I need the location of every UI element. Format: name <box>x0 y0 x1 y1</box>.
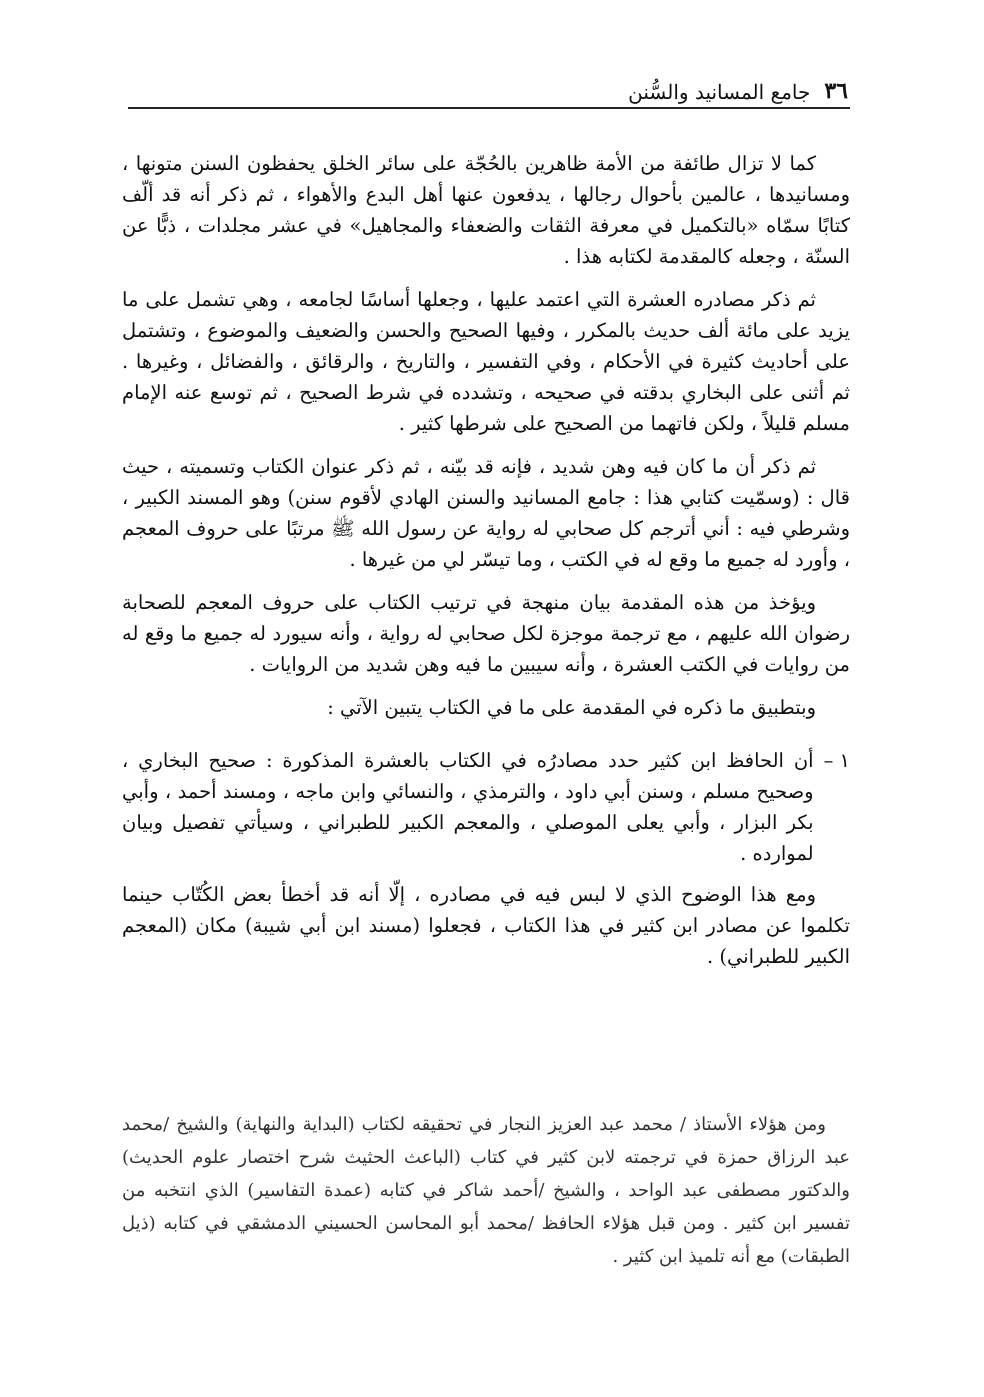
list-item-marker: ١ – <box>823 749 850 772</box>
paragraph-4: ويؤخذ من هذه المقدمة بيان منهجة في ترتيب الكتاب على حروف المعجم للصحابة رضوان الله عليهم ، مع ترجمة موجزة لكل صحابي له رواية ، وأنه سيورد له جميع ما وقع له من روايات في الكتب العشرة ، وأنه سيبين ما فيه وهن شديد من الروايات . <box>122 591 850 676</box>
page-number: ٣٦ <box>824 78 848 104</box>
header-divider <box>128 107 850 109</box>
running-title: جامع المسانيد والسُّنن <box>628 80 811 104</box>
main-text <box>122 148 850 984</box>
paragraph-5: وبتطبيق ما ذكره في المقدمة على ما في الكتاب يتبين الآتي : <box>327 696 816 719</box>
list-item-text: أن الحافظ ابن كثير حدد مصادرُه في الكتاب بالعشرة المذكورة : صحيح البخاري ، وصحيح مسلم ، وسنن أبي داود ، والترمذي ، والنسائي وابن ماجه ، ومسند أحمد ، وأبي بكر البزار ، وأبي يعلى الموصلي ، والمعجم الكبير للطبراني ، وسيأتي تفصيل وبيان لموارده . <box>122 749 814 865</box>
paragraph-3: ثم ذكر أن ما كان فيه وهن شديد ، فإنه قد بيّنه ، ثم ذكر عنوان الكتاب وتسميته ، حيث قال : (وسمّيت كتابي هذا : جامع المسانيد والسنن الهادي لأقوم سنن) وهو المسند الكبير ، وشرطي فيه : أني أترجم كل صحابي له رواية عن رسول الله ﷺ مرتبًا على حروف المعجم ، وأورد له جميع ما وقع له في الكتب ، وما تيسّر لي من غيرها . <box>122 455 850 571</box>
paragraph-6: ومع هذا الوضوح الذي لا لبس فيه في مصادره ، إلّا أنه قد أخطأ بعض الكُتّاب حينما تكلموا عن مصادر ابن كثير في هذا الكتاب ، فجعلوا (مسند ابن أبي شيبة) مكان (المعجم الكبير للطبراني) . <box>122 883 850 968</box>
paragraph-2: ثم ذكر مصادره العشرة التي اعتمد عليها ، وجعلها أساسًا لجامعه ، وهي تشمل على ما يزيد على مائة ألف حديث بالمكرر ، وفيها الصحيح والحسن والضعيف والموضوع ، وتشتمل على أحاديث كثيرة في الأحكام ، وفي التفسير ، والتاريخ ، والرقائق ، والفضائل ، وغيرها . ثم أثنى على البخاري بدقته في صحيحه ، وتشدده في شرط الصحيح ، ثم توسع عنه الإمام مسلم قليلاً ، ولكن فاتهما من الصحيح على شرطها كثير . <box>122 288 850 435</box>
handwritten-note: ومن هؤلاء الأستاذ / محمد عبد العزيز النجار في تحقيقه لكتاب (البداية والنهاية) والشيخ /محمد عبد الرزاق حمزة في ترجمته لابن كثير في كتاب (الباعث الحثيث شرح اختصار علوم الحديث) والدكتور مصطفى عبد الواحد ، والشيخ /أحمد شاكر في كتابه (عمدة التفاسير) الذي انتخبه من تفسير ابن كثير . ومن قبل هؤلاء الحافظ /محمد أبو المحاسن الحسيني الدمشقي في كتابه (ذيل الطبقات) مع أنه تلميذ ابن كثير . <box>122 1114 850 1267</box>
paragraph-1: كما لا تزال طائفة من الأمة ظاهرين بالحُجّة على سائر الخلق يحفظون السنن متونها ، ومسانيدها ، عالمين بأحوال رجالها ، يدفعون عنها أهل البدع والأهواء ، ثم ذكر أنه قد ألّف كتابًا سمّاه «بالتكميل في معرفة الثقات والضعفاء والمجاهيل» في عشر مجلدات ، ذبًّا عن السنّة ، وجعله كالمقدمة لكتابه هذا . <box>122 152 850 268</box>
page-header <box>130 72 848 104</box>
list-item-1 <box>122 745 850 869</box>
